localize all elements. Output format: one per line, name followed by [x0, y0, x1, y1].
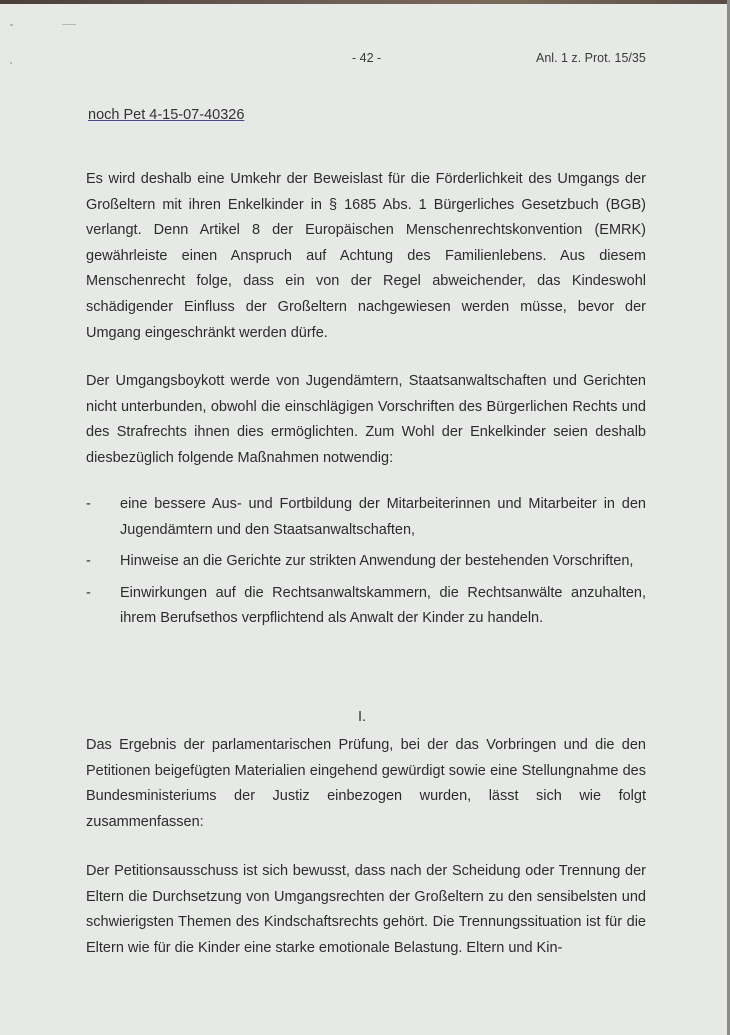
- list-item-text: Einwirkungen auf die Rechtsanwaltskammern, die Rechtsanwälte anzuhalten, ihrem Berufsethos verpflichtend als Anwalt der Kinder zu handeln.: [120, 584, 646, 627]
- list-item-text: eine bessere Aus- und Fortbildung der Mitarbeiterinnen und Mitarbeiter in den Jugendämtern und den Staatsanwaltschaften,: [120, 496, 646, 538]
- bullet-dash: -: [86, 553, 91, 570]
- document-page: [0, 4, 727, 1035]
- annex-reference: Anl. 1 z. Prot. 15/35: [536, 51, 646, 65]
- list-item: [86, 492, 646, 543]
- page-number: - 42 -: [352, 51, 382, 65]
- list-item-text: Hinweise an die Gerichte zur strikten Anwendung der bestehenden Vorschriften,: [120, 553, 634, 570]
- paragraph-3: Das Ergebnis der parlamentarischen Prüfung, bei der das Vorbringen und die den Petitionen beigefügten Materialien eingehend gewürdigt sowie eine Stellungnahme des Bundesministeriums der Justiz einbezogen wurden, lässt sich wie folgt zusammenfassen:: [86, 737, 646, 830]
- paragraph-1: Es wird deshalb eine Umkehr der Beweislast für die Förderlichkeit des Umgangs der Großeltern mit ihren Enkelkinder in § 1685 Abs. 1 Bürgerliches Gesetzbuch (BGB) verlangt. Denn Artikel 8 der Europäischen Menschenrechtskonvention (EMRK) gewährleiste einen Anspruch auf Achtung des Familienlebens. Aus diesem Menschenrecht folge, dass ein von der Regel abweichender, das Kindeswohl schädigender Einfluss der Großeltern nachgewiesen werden müsse, bevor der Umgang eingeschränkt werden dürfe.: [86, 171, 646, 341]
- bullet-dash: -: [86, 496, 91, 512]
- scan-artifact: [10, 62, 12, 64]
- list-item: [86, 581, 646, 632]
- petition-reference: noch Pet 4-15-07-40326: [88, 107, 245, 123]
- list-item: [86, 549, 646, 575]
- measures-list: [86, 492, 646, 638]
- paragraph-4: Der Petitionsausschuss ist sich bewusst, dass nach der Scheidung oder Trennung der Eltern die Durchsetzung von Umgangsrechten der Großeltern zu den sensibelsten und schwierigsten Themen des Kindschaftsrechts gehört. Die Trennungssituation ist für die Eltern wie für die Kinder eine starke emotionale Belastung. Eltern und Kin-: [86, 863, 646, 956]
- paragraph-2: Der Umgangsboykott werde von Jugendämtern, Staatsanwaltschaften und Gerichten nicht unterbunden, obwohl die einschlägigen Vorschriften des Bürgerlichen Rechts und des Strafrechts ihnen dies ermöglichten. Zum Wohl der Enkelkinder seien deshalb diesbezüglich folgende Maßnahmen notwendig:: [86, 373, 646, 466]
- section-number: I.: [358, 709, 367, 725]
- scan-artifact: [10, 24, 13, 26]
- bullet-dash: -: [86, 584, 91, 601]
- scan-artifact: [62, 24, 76, 25]
